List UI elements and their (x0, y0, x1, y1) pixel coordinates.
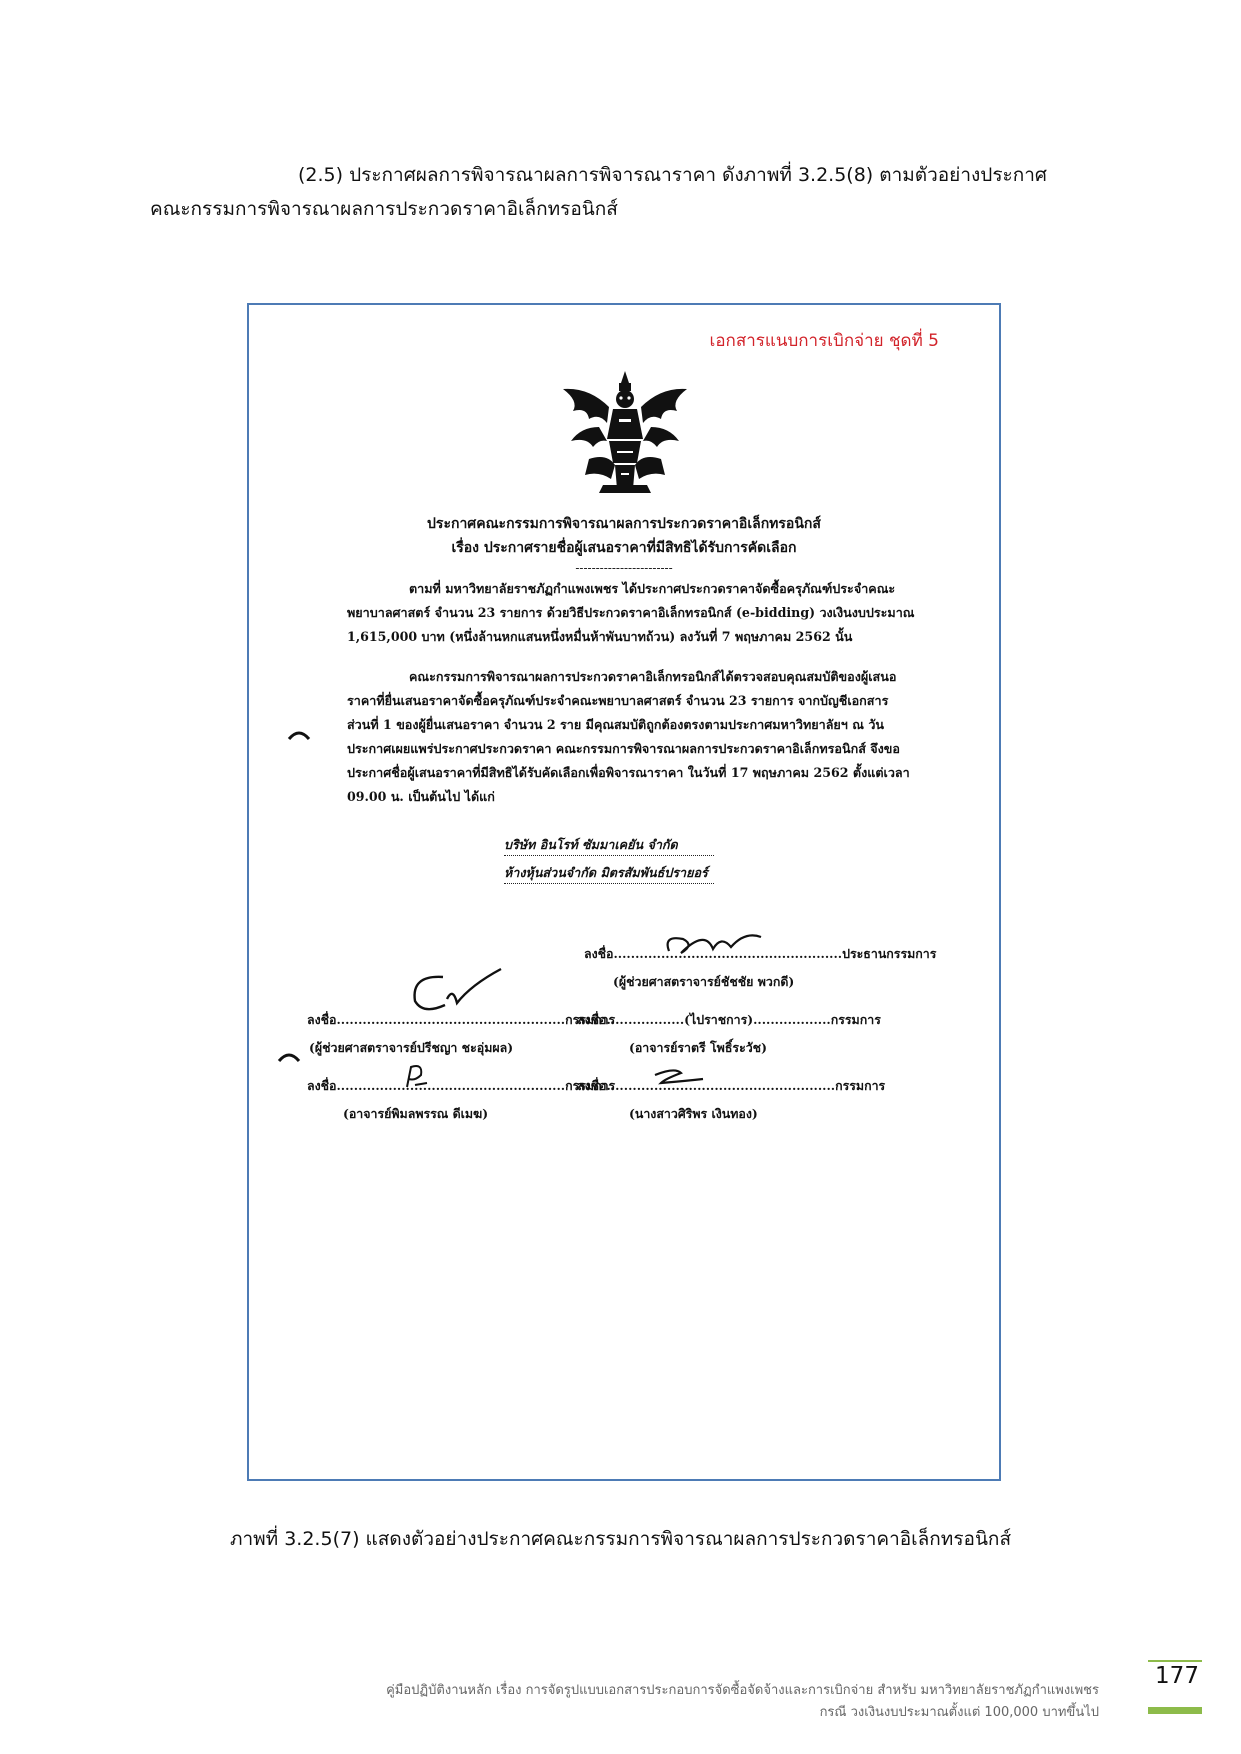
announcement-subject: เรื่อง ประกาศรายชื่อผู้เสนอราคาที่มีสิทธิได้รับการคัดเลือก (451, 540, 797, 556)
scanned-announcement (249, 305, 999, 1479)
announcement-paragraph-1: ตามที่ มหาวิทยาลัยราชภัฏกำแพงเพชร ได้ประกาศประกวดราคาจัดซื้อครุภัณฑ์ประจำคณะ พยาบาลศาสตร์ จำนวน 23 รายการ ด้วยวิธีประกวดราคาอิเล็กทรอนิกส์ (e-bidding) วงเงินงบประมาณ 1,615,000 บาท (หนึ่งล้านหกแสนหนึ่งหมื่นห้าพันบาทถ้วน) ลงวันที่ 7 พฤษภาคม 2562 นั้น (347, 581, 915, 644)
intro-paragraph (150, 158, 1100, 226)
page-number-accent-bar (1148, 1707, 1202, 1714)
chair-signature-line: ลงชื่อ.....................................................ประธานกรรมการ (584, 946, 937, 961)
member-3-name: (อาจารย์พิมลพรรณ ดีเมฆ) (343, 1106, 489, 1121)
page-number: 177 (1155, 1663, 1199, 1689)
figure-caption: ภาพที่ 3.2.5(7) แสดงตัวอย่างประกาศคณะกรรมการพิจารณาผลการประกวดราคาอิเล็กทรอนิกส์ (229, 1528, 1012, 1550)
member-1-signature-line: ลงชื่อ.....................................................กรรมการ (307, 1012, 616, 1027)
vendor-2: ห้างหุ้นส่วนจำกัด มิตรสัมพันธ์ปรายอร์ (504, 863, 714, 884)
document-figure (247, 303, 1001, 1481)
member-2-name: (อาจารย์ราตรี โพธิ์ระวัช) (629, 1040, 767, 1055)
punch-hole-mark-icon (277, 1049, 301, 1063)
page-footer (386, 1680, 1099, 1724)
member-4-signature-line: ลงชื่อ.....................................................กรรมการ (577, 1078, 886, 1093)
member-1-name: (ผู้ช่วยศาสตราจารย์ปรีชญา ชะอุ่มผล) (309, 1040, 514, 1055)
footer-line-2: กรณี วงเงินงบประมาณตั้งแต่ 100,000 บาทขึ้นไป (819, 1705, 1099, 1720)
member-2-signature-line: ลงชื่อ..................(ไปราชการ)..................กรรมการ (577, 1012, 881, 1027)
member-4-name: (นางสาวศิริพร เงินทอง) (629, 1106, 758, 1121)
page-number-top-rule (1148, 1660, 1202, 1662)
announcement-paragraph-2: คณะกรรมการพิจารณาผลการประกวดราคาอิเล็กทรอนิกส์ได้ตรวจสอบคุณสมบัติของผู้เสนอ ราคาที่ยื่นเสนอราคาจัดซื้อครุภัณฑ์ประจำคณะพยาบาลศาสตร์ จำนวน 23 รายการ จากบัญชีเอกสาร ส่วนที่ 1 ของผู้ยื่นเสนอราคา จำนวน 2 ราย มีคุณสมบัติถูกต้องตรงตามประกาศมหาวิทยาลัยฯ ณ วัน ประกาศเผยแพร่ประกาศประกวดราคา คณะกรรมการพิจารณาผลการประกวดราคาอิเล็กทรอนิกส์ จึงขอ ประกาศชื่อผู้เสนอราคาที่มีสิทธิได้รับคัดเลือกเพื่อพิจารณาราคา ในวันที่ 17 พฤษภาคม 2562 ตั้งแต่เวลา 09.00 น. เป็นต้นไป ได้แก่ (347, 669, 910, 804)
vendor-1: บริษัท อินโรท์ ซัมมาเคยัน จำกัด (504, 835, 714, 856)
footer-line-1: คู่มือปฏิบัติงานหลัก เรื่อง การจัดรูปแบบเอกสารประกอบการจัดซื้อจัดจ้างและการเบิกจ่าย สำหรับ มหาวิทยาลัยราชภัฏกำแพงเพชร (386, 1683, 1099, 1698)
garuda-emblem-icon (559, 367, 691, 497)
separator-line: ------------------------ (575, 561, 673, 575)
punch-hole-mark-icon (287, 727, 311, 741)
chair-name: (ผู้ช่วยศาสตราจารย์ชัชชัย พวกดี) (613, 974, 795, 989)
member-3-signature-line: ลงชื่อ.....................................................กรรมการ (307, 1078, 616, 1093)
intro-line-1: (2.5) ประกาศผลการพิจารณาผลการพิจารณาราคา ดังภาพที่ 3.2.5(8) ตามตัวอย่างประกาศ (298, 164, 1047, 186)
attachment-tag: เอกสารแนบการเบิกจ่าย ชุดที่ 5 (709, 331, 939, 351)
announcement-heading: ประกาศคณะกรรมการพิจารณาผลการประกวดราคาอิเล็กทรอนิกส์ (427, 516, 821, 532)
intro-line-2: คณะกรรมการพิจารณาผลการประกวดราคาอิเล็กทรอนิกส์ (150, 198, 618, 220)
